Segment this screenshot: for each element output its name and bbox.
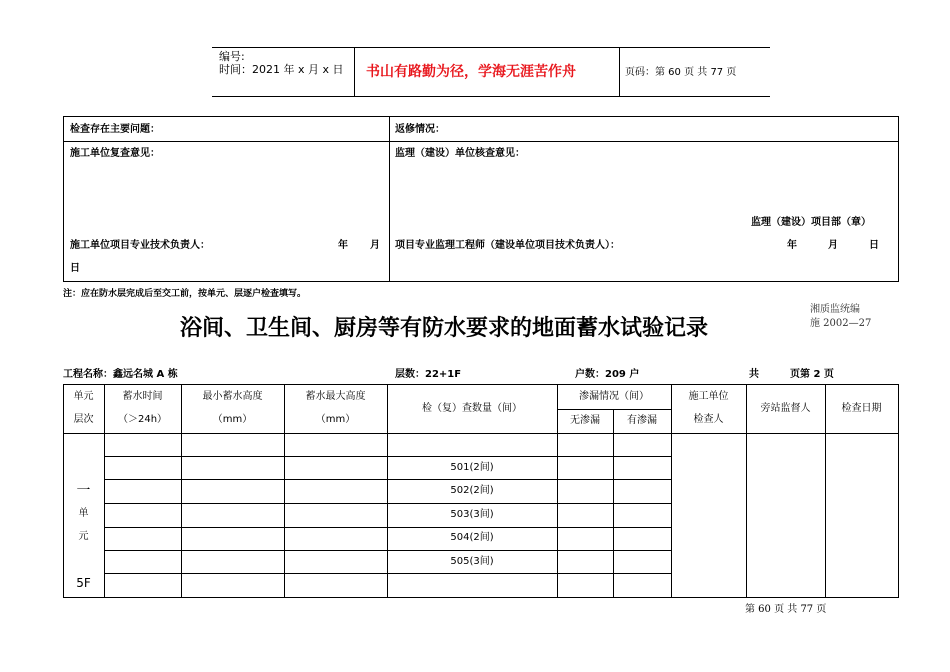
- col-header-leak: 渗漏情况（间）: [579, 391, 649, 402]
- table-rule: [557, 409, 671, 410]
- unit-label-char: 元: [78, 531, 89, 542]
- table-rule: [63, 116, 899, 117]
- table-rule: [898, 384, 899, 597]
- count-cell: 505(3间): [450, 556, 494, 567]
- col-header-date: 检查日期: [841, 403, 882, 414]
- table-rule: [898, 116, 899, 281]
- doc-time: 时间：2021 年 x 月 x 日: [219, 63, 344, 76]
- header-top-rule: [212, 47, 770, 48]
- page-code: 页码：第 60 页 共 77 页: [625, 67, 737, 78]
- table-rule: [63, 433, 899, 434]
- col-header-unit: 单元: [73, 391, 94, 402]
- col-header-min-unit: （mm）: [212, 414, 253, 425]
- floor-label: 5F: [76, 576, 91, 590]
- col-header-inspector: 施工单位: [688, 391, 729, 402]
- contractor-head-label: 施工单位项目专业技术负责人：: [70, 240, 210, 251]
- col-header-time-unit: （＞24h）: [117, 414, 168, 425]
- page-footer: 第 60 页 共 77 页: [745, 604, 827, 615]
- table-rule: [63, 597, 899, 598]
- table-rule: [825, 384, 826, 597]
- repair-label: 返修情况：: [395, 124, 445, 135]
- count-cell: 504(2间): [450, 532, 494, 543]
- col-header-inspector-2: 检查人: [693, 414, 724, 425]
- issues-label: 检查存在主要问题：: [70, 124, 160, 135]
- count-cell: 503(3间): [450, 509, 494, 520]
- current-page: 页第 2 页: [790, 369, 834, 380]
- supervisor-engineer-label: 项目专业监理工程师（建设单位项目技术负责人）：: [395, 240, 620, 251]
- table-rule: [63, 141, 899, 142]
- contractor-review-label: 施工单位复查意见：: [70, 148, 160, 159]
- col-header-time: 蓄水时间: [122, 391, 163, 402]
- col-header-max-height: 蓄水最大高度: [305, 391, 366, 402]
- unit-label-char: 单: [78, 508, 89, 519]
- fill-note: 注：应在防水层完成后至交工前，按单元、层逐户检查填写。: [63, 289, 307, 299]
- count-cell: 501(2间): [450, 462, 494, 473]
- supervisor-sign-day: 日: [869, 240, 879, 251]
- record-title: 浴间、卫生间、厨房等有防水要求的地面蓄水试验记录: [180, 315, 709, 341]
- contractor-sign-day: 日: [70, 263, 80, 274]
- record-ref-line2: 施 2002—27: [810, 318, 872, 329]
- total-pages: 共: [749, 369, 759, 380]
- supervisor-review-label: 监理（建设）单位核查意见：: [395, 148, 525, 159]
- table-rule: [746, 384, 747, 597]
- project-name: 工程名称：鑫远名城 A 栋: [63, 369, 178, 380]
- col-header-count: 检（复）查数量（间）: [422, 403, 522, 414]
- count-cell: 502(2间): [450, 485, 494, 496]
- record-ref-line1: 湘质监统编: [810, 304, 860, 315]
- header-divider: [619, 47, 620, 96]
- col-header-max-unit: （mm）: [315, 414, 356, 425]
- table-rule: [63, 116, 64, 281]
- table-rule: [389, 116, 390, 281]
- col-header-supervisor: 旁站监督人: [760, 403, 811, 414]
- col-header-has-leak: 有渗漏: [627, 415, 657, 426]
- header-bottom-rule: [212, 96, 770, 97]
- header-divider: [354, 47, 355, 96]
- supervisor-sign-month: 月: [828, 240, 838, 251]
- table-rule: [63, 384, 899, 385]
- floor-count: 层数：22+1F: [395, 369, 462, 380]
- contractor-sign-year: 年: [338, 240, 348, 251]
- contractor-sign-month: 月: [370, 240, 380, 251]
- supervisor-sign-year: 年: [787, 240, 797, 251]
- table-rule: [613, 409, 614, 597]
- header-slogan: 书山有路勤为径，学海无涯苦作舟: [366, 64, 576, 80]
- household-count: 户数：209 户: [575, 369, 640, 380]
- unit-label-char: 一: [76, 483, 91, 499]
- table-rule: [63, 281, 899, 282]
- supervisor-dept-stamp: 监理（建设）项目部（章）: [751, 217, 871, 228]
- col-header-min-height: 最小蓄水高度: [202, 391, 263, 402]
- col-header-floor: 层次: [73, 414, 94, 425]
- col-header-no-leak: 无渗漏: [570, 415, 600, 426]
- doc-number-label: 编号:: [219, 50, 245, 63]
